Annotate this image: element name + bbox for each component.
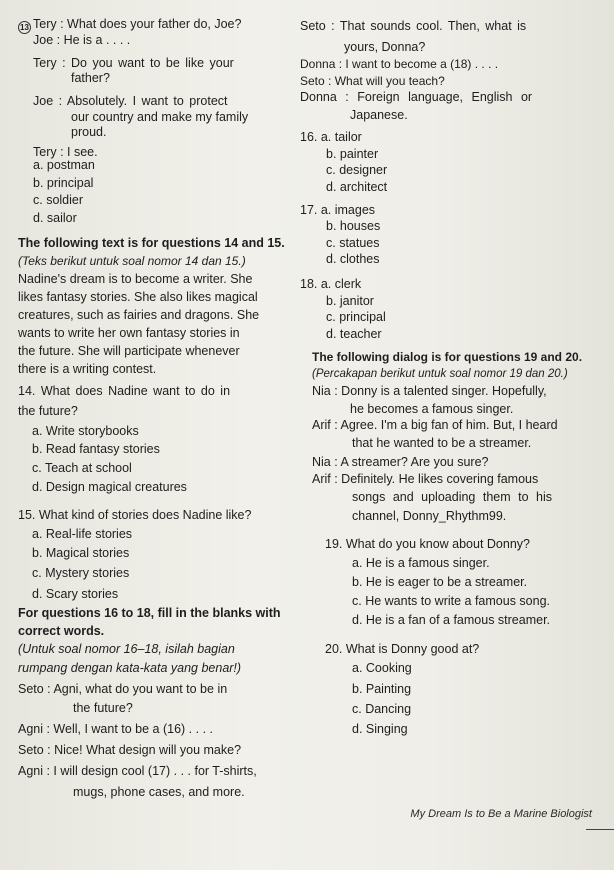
footer-rule <box>586 829 614 830</box>
dialog-line: Donna : I want to become a (18) . . . . <box>300 57 499 71</box>
dialog-line: Tery : I see. <box>33 145 98 159</box>
dialog-line: that he wanted to be a streamer. <box>352 436 532 450</box>
question-20: 20. What is Donny good at? <box>325 642 480 656</box>
section-intro: For questions 16 to 18, fill in the blanks with <box>18 606 281 620</box>
option[interactable]: 18. a. clerk <box>300 277 362 291</box>
dialog-line: father? <box>71 71 110 85</box>
option[interactable]: b. houses <box>326 219 381 233</box>
option[interactable]: c. designer <box>326 163 388 177</box>
dialog-line: songs and uploading them to his <box>352 490 552 504</box>
option[interactable]: c. Teach at school <box>32 461 132 475</box>
option[interactable]: d. sailor <box>33 211 77 225</box>
option[interactable]: 16. a. tailor <box>300 130 362 144</box>
dialog-line: our country and make my family <box>71 110 249 124</box>
option[interactable]: d. architect <box>326 180 388 194</box>
option[interactable]: d. teacher <box>326 327 382 341</box>
option[interactable]: c. He wants to write a famous song. <box>352 594 551 608</box>
question-15: 15. What kind of stories does Nadine like? <box>18 508 252 522</box>
section-intro: correct words. <box>18 624 105 638</box>
option[interactable]: b. principal <box>33 176 94 190</box>
option[interactable]: a. He is a famous singer. <box>352 556 490 570</box>
option[interactable]: c. Dancing <box>352 702 412 716</box>
dialog-line: Tery : What does your father do, Joe? <box>33 17 242 31</box>
dialog-line: proud. <box>71 125 107 139</box>
option[interactable]: d. clothes <box>326 252 380 266</box>
dialog-line: Nia : Donny is a talented singer. Hopefully, <box>312 384 547 398</box>
option[interactable]: d. Design magical creatures <box>32 480 187 494</box>
dialog-line: the future? <box>73 701 133 715</box>
dialog-line: channel, Donny_Rhythm99. <box>352 509 507 523</box>
option[interactable]: c. Mystery stories <box>32 566 130 580</box>
option[interactable]: b. Magical stories <box>32 546 130 560</box>
option[interactable]: d. He is a fan of a famous streamer. <box>352 613 551 627</box>
section-intro: The following text is for questions 14 and 15. <box>18 236 285 250</box>
section-intro-translation: (Percakapan berikut untuk soal nomor 19 dan 20.) <box>312 368 568 380</box>
question-14: 14. What does Nadine want to do in <box>18 384 231 398</box>
option[interactable]: c. principal <box>326 310 386 324</box>
option[interactable]: 17. a. images <box>300 203 376 217</box>
dialog-line: Seto : Nice! What design will you make? <box>18 743 242 757</box>
dialog-line: Seto : That sounds cool. Then, what is <box>300 19 527 33</box>
dialog-line: Seto : Agni, what do you want to be in <box>18 682 228 696</box>
option[interactable]: a. Write storybooks <box>32 424 139 438</box>
option[interactable]: b. Painting <box>352 682 412 696</box>
question-14: the future? <box>18 404 78 418</box>
dialog-line: Agni : I will design cool (17) . . . for T-shirts, <box>18 764 257 778</box>
dialog-line: Arif : Definitely. He likes covering famous <box>312 472 539 486</box>
option[interactable]: d. Scary stories <box>32 587 119 601</box>
dialog-line: Tery : Do you want to be like your <box>33 56 234 70</box>
dialog-line: Agni : Well, I want to be a (16) . . . . <box>18 722 213 736</box>
option[interactable]: c. statues <box>326 236 380 250</box>
passage-line: likes fantasy stories. She also likes magical <box>18 290 258 304</box>
section-intro-translation: rumpang dengan kata-kata yang benar!) <box>18 661 242 675</box>
option[interactable]: b. He is eager to be a streamer. <box>352 575 528 589</box>
dialog-line: Japanese. <box>350 108 408 122</box>
dialog-line: Joe : Absolutely. I want to protect <box>33 94 228 108</box>
dialog-line: mugs, phone cases, and more. <box>73 785 245 799</box>
option[interactable]: a. postman <box>33 158 95 172</box>
passage-line: creatures, such as fairies and dragons. She <box>18 308 260 322</box>
section-intro: The following dialog is for questions 19 and 20. <box>312 350 583 364</box>
option[interactable]: a. Real-life stories <box>32 527 133 541</box>
dialog-line: Joe : He is a . . . . <box>33 33 131 47</box>
option[interactable]: b. Read fantasy stories <box>32 442 160 456</box>
section-intro-translation: (Untuk soal nomor 16–18, isilah bagian <box>18 642 235 656</box>
dialog-line: yours, Donna? <box>344 40 426 54</box>
section-intro-translation: (Teks berikut untuk soal nomor 14 dan 15.) <box>18 254 246 268</box>
dialog-line: Seto : What will you teach? <box>300 74 445 88</box>
question-19: 19. What do you know about Donny? <box>325 537 530 551</box>
option[interactable]: b. painter <box>326 147 379 161</box>
option[interactable]: d. Singing <box>352 722 408 736</box>
dialog-line: Arif : Agree. I'm a big fan of him. But, I heard <box>312 418 558 432</box>
dialog-line: Nia : A streamer? Are you sure? <box>312 455 489 469</box>
dialog-line: he becomes a famous singer. <box>350 402 514 416</box>
option[interactable]: b. janitor <box>326 294 374 308</box>
dialog-line: Donna : Foreign language, English or <box>300 90 533 104</box>
passage-line: Nadine's dream is to become a writer. She <box>18 272 253 286</box>
q13-number-badge: 13 <box>18 19 31 34</box>
option[interactable]: a. Cooking <box>352 661 412 675</box>
page-footer-title: My Dream Is to Be a Marine Biologist <box>410 808 592 820</box>
passage-line: the future. She will participate whenever <box>18 344 240 358</box>
passage-line: wants to write her own fantasy stories in <box>18 326 240 340</box>
option[interactable]: c. soldier <box>33 193 84 207</box>
passage-line: there is a writing contest. <box>18 362 157 376</box>
